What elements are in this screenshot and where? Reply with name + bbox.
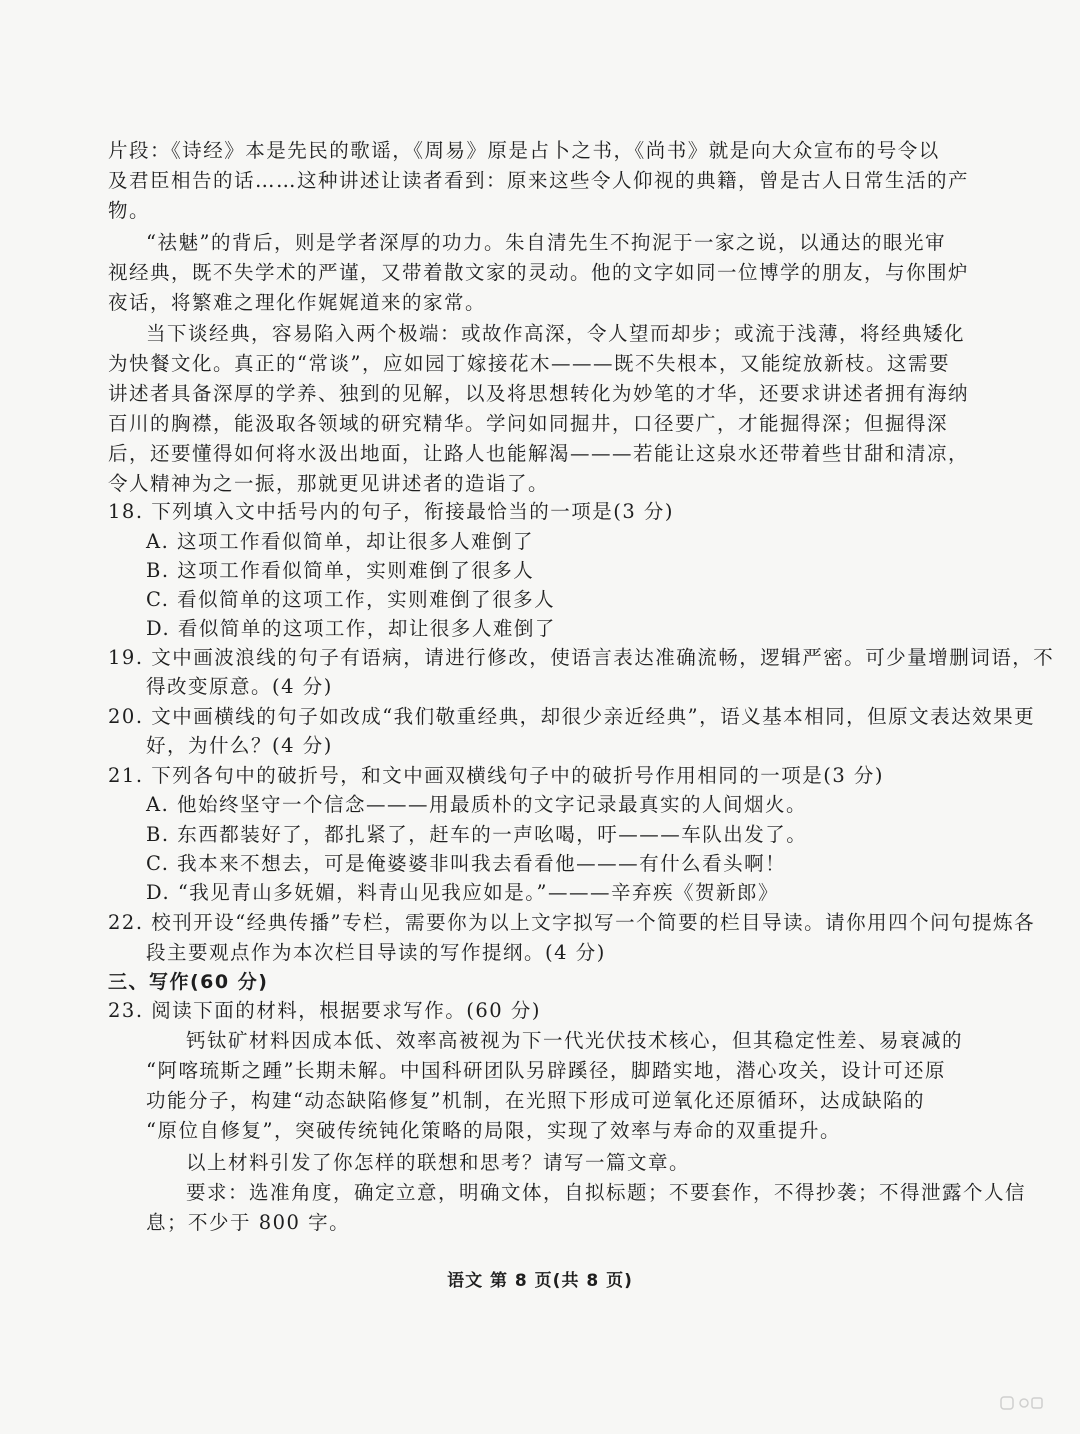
question-21-option-b: B. 东西都装好了，都扎紧了，赶车的一声吆喝，吁———车队出发了。: [146, 823, 808, 846]
question-18-option-c: C. 看似简单的这项工作，实则难倒了很多人: [146, 588, 556, 611]
passage-p1-line3: 物。: [108, 199, 151, 222]
page-footer: 语文 第 8 页(共 8 页): [447, 1271, 633, 1291]
question-21-option-a: A. 他始终坚守一个信念———用最质朴的文字记录最真实的人间烟火。: [146, 793, 807, 816]
question-21-option-d: D. “我见青山多妩媚，料青山见我应如是。”———辛弃疾《贺新郎》: [146, 881, 780, 904]
passage-p2-line2: 视经典，既不失学术的严谨，又带着散文家的灵动。他的文字如同一位博学的朋友，与你围炉: [108, 261, 970, 284]
passage-p1-line2: 及君臣相告的话……这种讲述让读者看到：原来这些令人仰视的典籍，曾是古人日常生活的产: [108, 169, 970, 192]
question-18-option-d: D. 看似简单的这项工作，却让很多人难倒了: [146, 617, 556, 640]
question-23: 23. 阅读下面的材料，根据要求写作。(60 分): [108, 999, 541, 1022]
material-line2: “阿喀琉斯之踵”长期未解。中国科研团队另辟蹊径，脚踏实地，潜心攻关，设计可还原: [146, 1059, 946, 1082]
question-18-option-b: B. 这项工作看似简单，实则难倒了很多人: [146, 559, 535, 582]
question-20-line1: 20. 文中画横线的句子如改成“我们敬重经典，却很少亲近经典”，语义基本相同，但原文表达效果更: [108, 705, 1036, 728]
question-22-line2: 段主要观点作为本次栏目导读的写作提纲。(4 分): [146, 941, 606, 964]
material-line1: 钙钛矿材料因成本低、效率高被视为下一代光伏技术核心，但其稳定性差、易衰减的: [186, 1029, 964, 1052]
question-21: 21. 下列各句中的破折号，和文中画双横线句子中的破折号作用相同的一项是(3 分): [108, 764, 885, 787]
passage-p3-line5: 后，还要懂得如何将水汲出地面，让路人也能解渴———若能让这泉水还带着些甘甜和清凉，: [108, 442, 970, 465]
question-18-option-a: A. 这项工作看似简单，却让很多人难倒了: [146, 530, 534, 553]
passage-p3-line3: 讲述者具备深厚的学养、独到的见解，以及将思想转化为妙笔的才华，还要求讲述者拥有海纳: [108, 382, 970, 405]
question-22-line1: 22. 校刊开设“经典传播”专栏，需要你为以上文字拟写一个简要的栏目导读。请你用四个问句提炼各: [108, 911, 1036, 934]
writing-prompt: 以上材料引发了你怎样的联想和思考？请写一篇文章。: [186, 1151, 691, 1174]
passage-p3-line4: 百川的胸襟，能汲取各领域的研究精华。学问如同掘井，口径要广，才能掘得深；但掘得深: [108, 412, 949, 435]
passage-p2-line1: “祛魅”的背后，则是学者深厚的功力。朱自清先生不拘泥于一家之说，以通达的眼光审: [146, 231, 946, 254]
requirements-line2: 息；不少于 800 字。: [146, 1211, 351, 1234]
material-line4: “原位自修复”，突破传统钝化策略的局限，实现了效率与寿命的双重提升。: [146, 1119, 841, 1142]
passage-p3-line6: 令人精神为之一振，那就更见讲述者的造诣了。: [108, 472, 550, 495]
passage-p1-line1: 片段：《诗经》本是先民的歌谣，《周易》原是占卜之书，《尚书》就是向大众宣布的号令以: [108, 139, 940, 162]
requirements-line1: 要求：选准角度，确定立意，明确文体，自拟标题；不要套作，不得抄袭；不得泄露个人信: [186, 1181, 1027, 1204]
passage-p3-line1: 当下谈经典，容易陷入两个极端：或故作高深，令人望而却步；或流于浅薄，将经典矮化: [146, 322, 966, 345]
question-19-line2: 得改变原意。(4 分): [146, 675, 333, 698]
question-19-line1: 19. 文中画波浪线的句子有语病，请进行修改，使语言表达准确流畅，逻辑严密。可少量增删词语，不: [108, 646, 1055, 669]
question-20-line2: 好，为什么？(4 分): [146, 734, 333, 757]
material-line3: 功能分子，构建“动态缺陷修复”机制，在光照下形成可逆氧化还原循环，达成缺陷的: [146, 1089, 925, 1112]
passage-p2-line3: 夜话，将繁难之理化作娓娓道来的家常。: [108, 291, 487, 314]
passage-p3-line2: 为快餐文化。真正的“常谈”，应如园丁嫁接花木———既不失根本，又能绽放新枝。这需要: [108, 352, 950, 375]
watermark-icon: [1000, 1394, 1044, 1412]
question-18: 18. 下列填入文中括号内的句子，衔接最恰当的一项是(3 分): [108, 500, 675, 523]
question-21-option-c: C. 我本来不想去，可是俺婆婆非叫我去看看他———有什么看头啊！: [146, 852, 787, 875]
section-heading-writing: 三、写作(60 分): [108, 971, 269, 993]
